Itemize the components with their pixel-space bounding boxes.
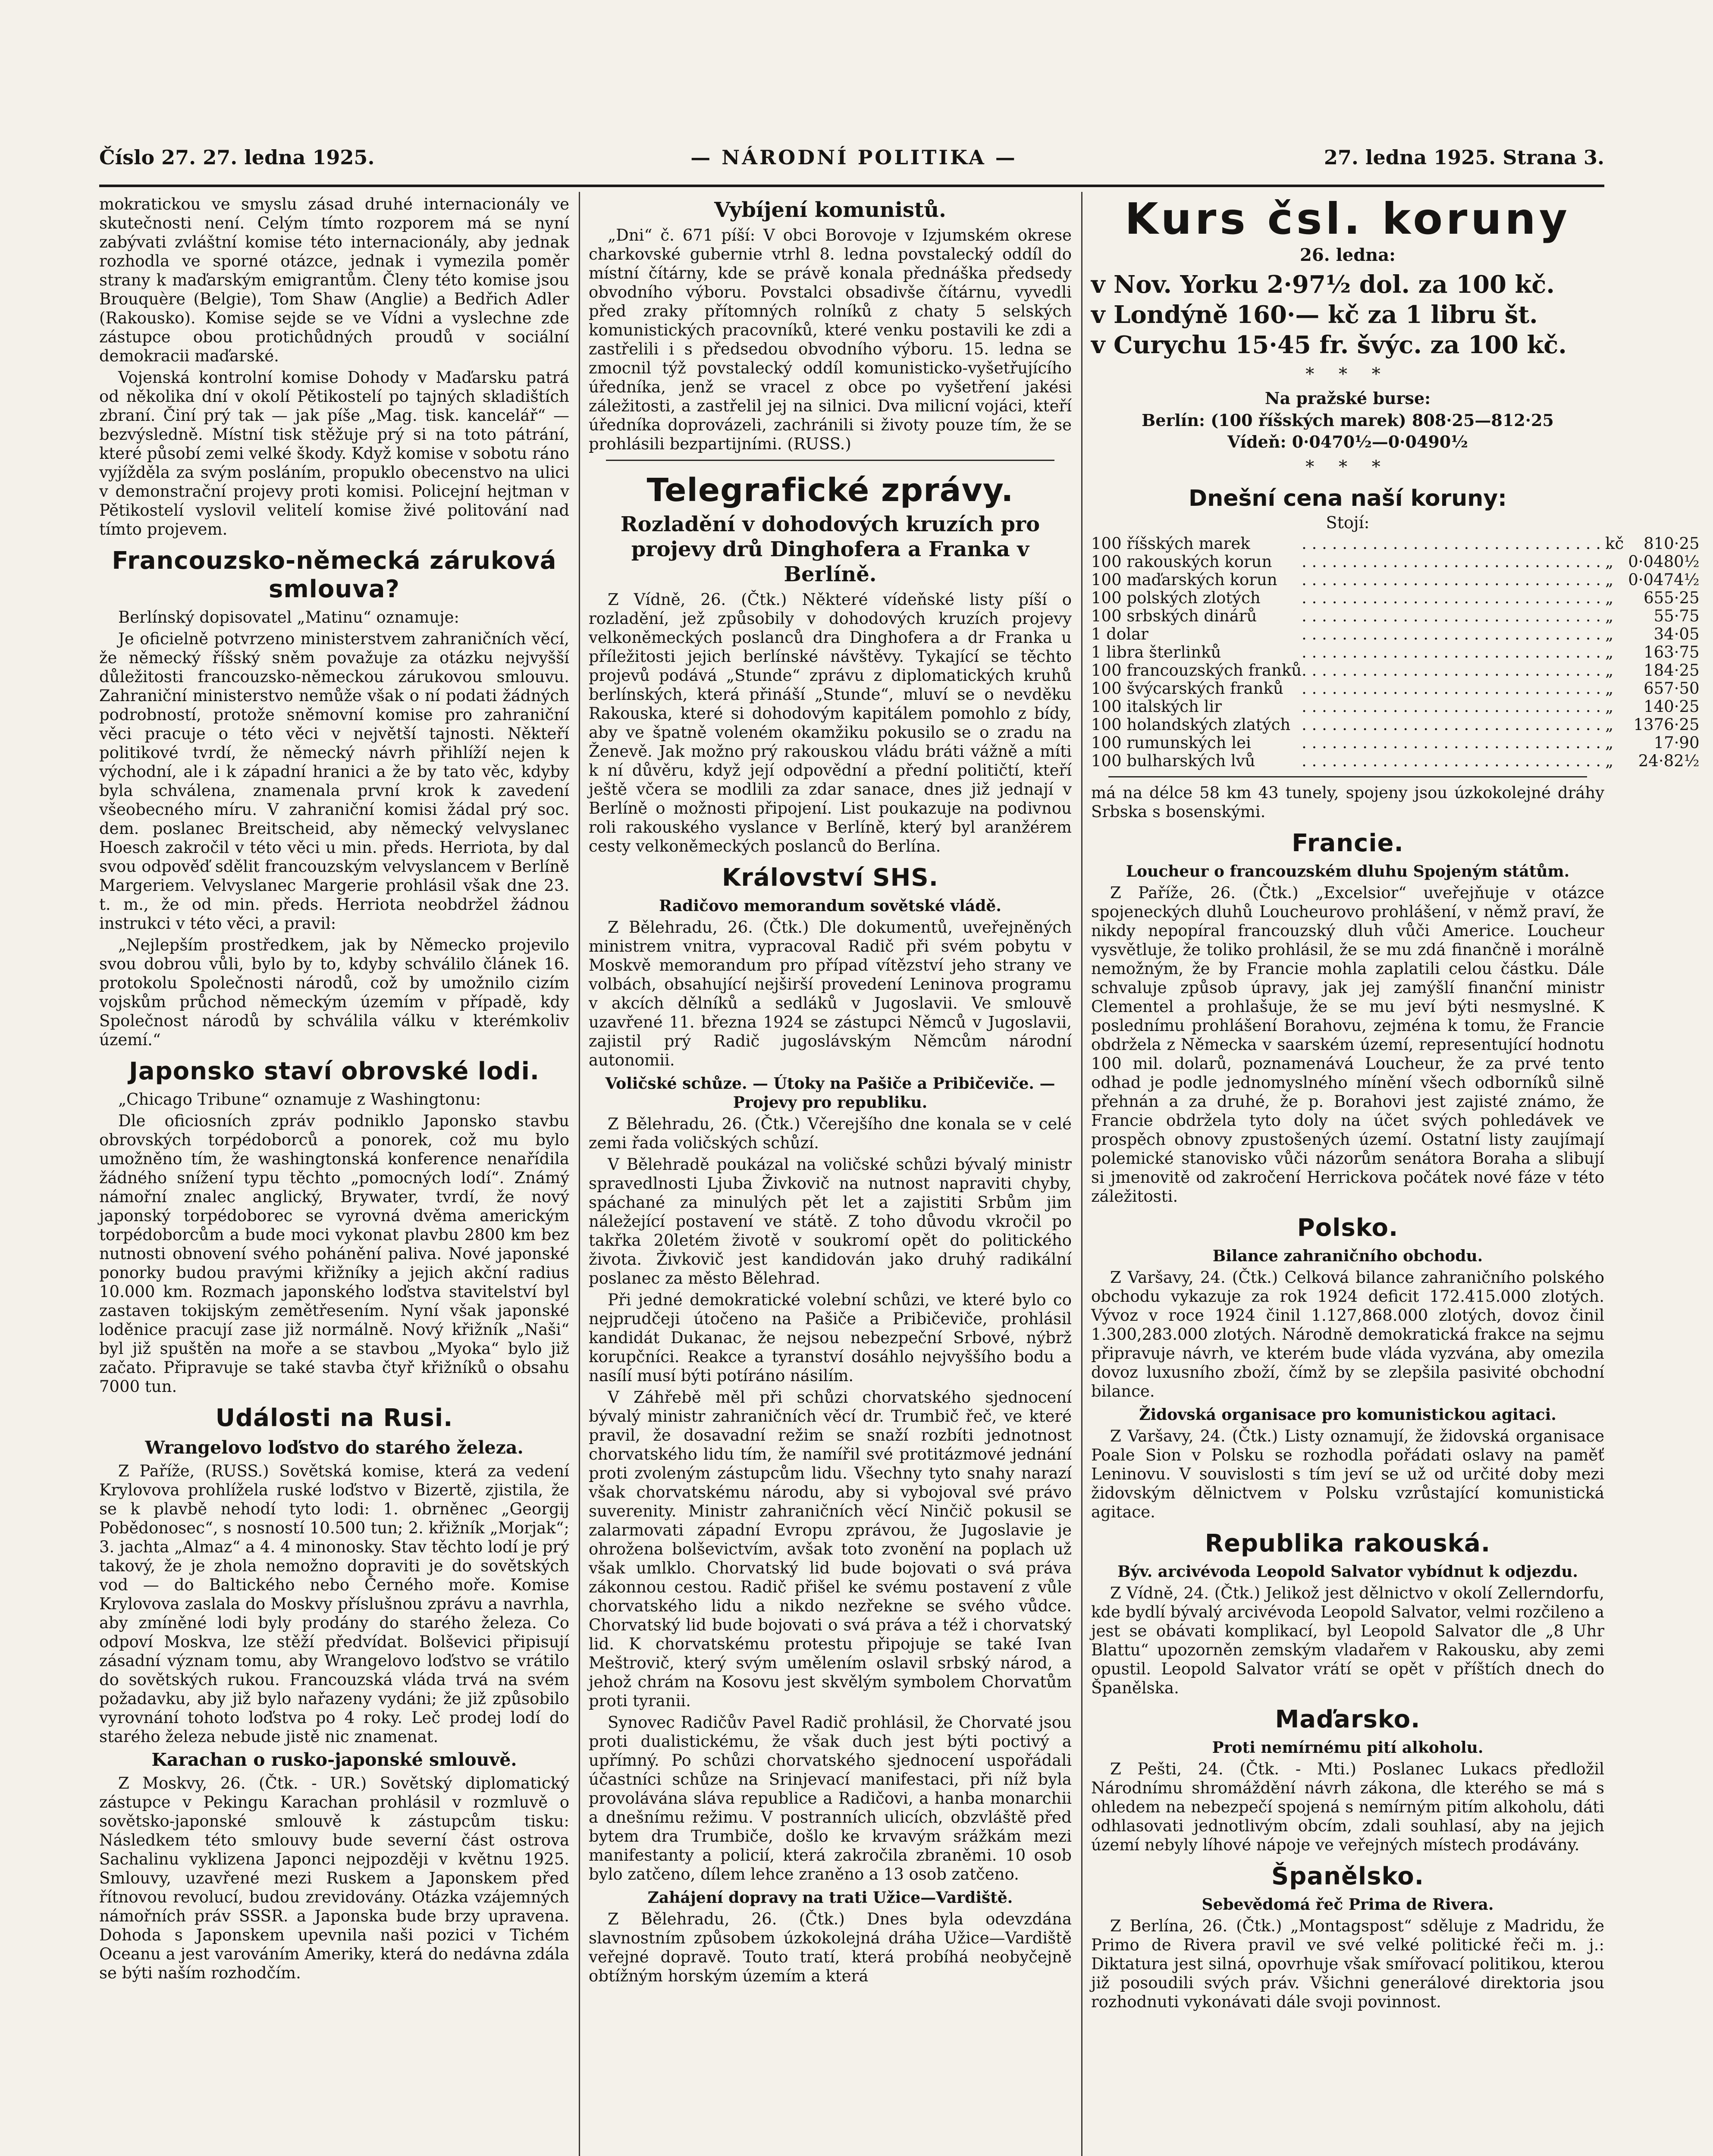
paragraph: Berlínský dopisovatel „Matinu“ oznamuje: bbox=[118, 608, 459, 627]
rate-row bbox=[1091, 661, 1700, 680]
rate-value: 655·25 bbox=[1644, 589, 1700, 607]
rate-label: 100 bulharských lvů bbox=[1091, 752, 1255, 770]
divider bbox=[1108, 776, 1587, 777]
column-2 bbox=[589, 195, 1072, 2156]
prague-exchange-title: Na pražské burse: bbox=[1264, 389, 1431, 408]
rate-row bbox=[1091, 643, 1700, 661]
paragraph: V Bělehradě poukázal na voličské schůzi bývalý ministr spravedlnosti Ljuba Živkovič na nutnost napraviti chyby, spáchané za minulých pět let a zajistiti Srbům jim náležející postavení ve státě. Z toho důvodu vkročil po takřka 20letém životě v soukromí opět do politického života. Živkovič jest kandidován jako druhý radikální poslanec za město Bělehrad. bbox=[589, 1155, 1072, 1288]
headline: Události na Rusi. bbox=[215, 1404, 453, 1432]
rate-value: 140·25 bbox=[1644, 697, 1700, 716]
rate-row bbox=[1091, 571, 1700, 589]
subheadline: Sebevědomá řeč Prima de Rivera. bbox=[1202, 1896, 1494, 1914]
paragraph: Z Bělehradu, 26. (Čtk.) Dle dokumentů, uveřejněných ministrem vnitra, vypracoval Radič při svém pobytu v Moskvě memorandum pro případ vítězství jeho strany ve volbách, obsahující nejširší provedení Leninova programu v akcích dělníků a sedláků v Jugoslavii. Ve smlouvě uzavřené 11. března 1924 se zástupci Němců v Jugoslavii, zajistil prý Radič jugoslávským Němcům národní autonomii. bbox=[589, 918, 1072, 1069]
rate-dots: . . . . . . . . . . . . . . . . . . . . . . . . . . . . . . bbox=[1302, 589, 1601, 607]
rate-currency: „ bbox=[1605, 679, 1614, 698]
rate-value: 163·75 bbox=[1644, 643, 1700, 661]
subheadline: Býv. arcivévoda Leopold Salvator vybídnut k odjezdu. bbox=[1117, 1563, 1578, 1581]
rate-dots: . . . . . . . . . . . . . . . . . . . . . . . . . . . . . . bbox=[1302, 607, 1601, 625]
rate-value: 184·25 bbox=[1644, 661, 1700, 680]
exchange-rate-line: v Curychu 15·45 fr. švýc. za 100 kč. bbox=[1091, 331, 1567, 359]
rate-row bbox=[1091, 553, 1700, 571]
newspaper-title: — NÁRODNÍ POLITIKA — bbox=[690, 146, 1017, 169]
rate-row bbox=[1091, 535, 1700, 553]
rate-row bbox=[1091, 752, 1700, 770]
masthead bbox=[99, 146, 1604, 185]
subheadline: Proti nemírnému pití alkoholu. bbox=[1212, 1739, 1484, 1757]
paragraph: Z Varšavy, 24. (Čtk.) Celková bilance zahraničního polského obchodu vykazuje za rok 1924 deficit 172.415.000 zlotých. Vývoz v roce 1924 činil 1.127,868.000 zlotých, dovoz činil 1.300,283.000 zlotých. Národně demokratická frakce na sejmu připravuje návrh, ve kterém bude vláda vyzvána, aby omezila dovoz luxusního zboží, čímž by se zlepšila pasivité obchodní bilance. bbox=[1091, 1268, 1604, 1401]
rate-value: 17·90 bbox=[1653, 733, 1700, 752]
rate-label: 100 francouzských franků bbox=[1091, 661, 1302, 680]
paragraph: „Dni“ č. 671 píší: V obci Borovoje v Izjumském okrese charkovské gubernie vtrhl 8. ledna povstalecký oddíl do místní čítárny, kde se právě konala přednáška předsedy obvodního výboru. Povstalci obsadivše čítárnu, vyvedli před zraky přítomných rolníků z chaty 5 selských komunistických pracovníků, které venku postavili ke zdi a zastřelili i s předsedou obvodního výboru. 15. ledna se zmocnil týž povstalecký oddíl komunisticko-vyšetřujícího úředníka, jenž se vracel z obce po vyšetření jakési záležitosti, a zastřelil jej na silnici. Dva milicní vojáci, kteří úředníka doprovázeli, zachránili si životy pouze tím, že se prohlásili bezpartijními. (RUSS.) bbox=[589, 226, 1072, 453]
rate-currency: „ bbox=[1605, 661, 1614, 680]
rate-currency: „ bbox=[1605, 589, 1614, 607]
column-divider bbox=[579, 192, 580, 2156]
headline: Francie. bbox=[1292, 829, 1404, 857]
rate-label: 100 rumunských lei bbox=[1091, 733, 1251, 752]
prague-exchange-line: Berlín: (100 říšských marek) 808·25—812·25 bbox=[1142, 411, 1554, 430]
rate-value: 810·25 bbox=[1644, 534, 1700, 553]
paragraph: V Záhřebě měl při schůzi chorvatského sjednocení bývalý ministr zahraničních věcí dr. Trumbič řeč, ve které pravil, že dosavadní režim se snaží rozbíti jednotnost chorvatského lidu tím, že namířil své protitázmové jednání proti zvoleným zástupcům lidu. Všechny tyto snahy narazí však chorvatskému národu, aby si vybojoval své právo suverenity. Ministr zahraničních věcí Ninčič pokusil se zalarmovati západní Evropu zprávou, že Jugoslavie je ohrožena bolševictvím, avšak toto zvonění na poplach už však umlklo. Chorvatský lid bude bojovati o svá práva zákonnou cestou. Radič přišel ke svému postavení z vůle chorvatského lidu a nikdo nezřekne se svého vůdce. Chorvatský lid bude bojovati o svá práva a též i chorvatský lid. K chorvatskému protestu připojuje se také Ivan Meštrovič, který svým umělením oslavil srbský národ, a jehož chrám na Kosovu jest skvělým symbolem Chorvatům proti tyranii. bbox=[589, 1388, 1072, 1710]
rate-value: 1376·25 bbox=[1633, 715, 1700, 734]
rate-dots: . . . . . . . . . . . . . . . . . . . . . . . . . . . . . . bbox=[1302, 715, 1601, 734]
rate-row bbox=[1091, 680, 1700, 698]
subheadline: Wrangelovo loďstvo do starého železa. bbox=[145, 1437, 524, 1458]
column-1 bbox=[99, 195, 569, 2156]
prague-exchange-line: Vídeň: 0·0470½—0·0490½ bbox=[1227, 432, 1468, 451]
column-3 bbox=[1091, 194, 1700, 2156]
rate-currency: „ bbox=[1605, 715, 1614, 734]
subheadline: Bilance zahraničního obchodu. bbox=[1212, 1247, 1483, 1265]
paragraph: Z Bělehradu, 26. (Čtk.) Dnes byla odevzdána slavnostním způsobem úzkokolejná dráha Užice—Vardiště veřejné dopravě. Touto tratí, která probíhá neobyčejně obtížným horským územím a která bbox=[589, 1910, 1072, 1985]
paragraph: Je oficielně potvrzeno ministerstvem zahraničních věcí, že německý říšský sněm považuje za otázku nejvyšší důležitosti francouzsko-německou zárukovou smlouvu. Zahraniční ministerstvo nemůže však o ní podati žádných podrobností, protože sněmovní komise pro zahraniční věci pracuje o této věci v největší tajnosti. Někteří politikové tvrdí, že německý návrh přihlíží nejen k východní, ale i k západní hranici a že by tato věc, kdyby byla schválena, znamenala první krok k zavedení všeobecného míru. V zahraniční komisi žádal prý soc. dem. poslanec Breitscheid, aby německý velvyslanec Hoesch zakročil v této věci u min. předs. Herriota, by dal svou odpověď sdělit francouzským velvyslancem v Berlíně Margeriem. Velvyslanec Margerie prohlásil však dne 23. t. m., že od min. předs. Herriota neobdržel žádnou instrukci v této věci, a pravil: bbox=[99, 630, 569, 933]
rate-currency: „ bbox=[1605, 733, 1614, 752]
issue-number: Číslo 27. 27. ledna 1925. bbox=[99, 146, 375, 169]
koruna-price-subtitle: Stojí: bbox=[1326, 513, 1370, 532]
rate-currency: „ bbox=[1605, 697, 1614, 716]
rate-row bbox=[1091, 734, 1700, 752]
rate-value: 55·75 bbox=[1653, 607, 1700, 625]
rate-dots: . . . . . . . . . . . . . . . . . . . . . . . . . . . . . . bbox=[1302, 643, 1601, 661]
koruna-price-table bbox=[1091, 535, 1700, 770]
rate-currency: „ bbox=[1605, 552, 1614, 571]
rate-label: 100 rakouských korun bbox=[1091, 552, 1272, 571]
rate-label: 100 polských zlotých bbox=[1091, 589, 1261, 607]
paragraph: Z Varšavy, 24. (Čtk.) Listy oznamují, že židovská organisace Poale Sion v Polsku se rozhodla pořádati oslavy na paměť Leninovu. V souvislosti s tím jeví se už od určité doby mezi židovským dělnictvem v Polsku vzrůstající komunistická agitace. bbox=[1091, 1427, 1604, 1521]
subheadline: Loucheur o francouzském dluhu Spojeným státům. bbox=[1126, 862, 1570, 881]
exchange-rate-line: v Nov. Yorku 2·97½ dol. za 100 kč. bbox=[1091, 270, 1555, 299]
rate-label: 100 maďarských korun bbox=[1091, 570, 1277, 589]
rate-label: 100 holandských zlatých bbox=[1091, 715, 1291, 734]
rate-row bbox=[1091, 625, 1700, 643]
paragraph: Z Pešti, 24. (Čtk. - Mti.) Poslanec Lukacs předložil Národnímu shromáždění návrh zákona, dle kterého se má s ohledem na nebezpečí spojená s nemírným pitím alkoholu, dáti odhlasovati jednotlivým obcím, zdali souhlasí, aby na jejich území nebyly líhové nápoje ve veřejných místech prodávány. bbox=[1091, 1760, 1604, 1854]
rate-label: 100 srbských dinárů bbox=[1091, 607, 1257, 625]
paragraph: Při jedné demokratické volební schůzi, ve které bylo co nejprudčeji útočeno na Pašiče a Pribičeviče, prohlásil kandidát Dukanac, že nejsou nebezpeční Srbové, nýbrž korupčníci. Reakce a tyranství dosáhlo nejvyššího bodu a nasílí musí býti potíráno násilím. bbox=[589, 1291, 1072, 1385]
paragraph: Vojenská kontrolní komise Dohody v Maďarsku patrá od několika dní v okolí Pětikostelí po tajných skladištích zbraní. Činí prý tak — jak píše „Mag. tisk. kancelář“ — bezvýsledně. Místní tisk stěžuje prý si na toto pátrání, které působí zemi velké škody. Když komise v sobotu ráno vyjížděla za svým posláním, propuklo obecenstvo na ulici v demonstrační projevy proti komisi. Policejní hejtman v Pětikostelí vyslovil velitelí komise živé politování nad tímto projevem. bbox=[99, 368, 569, 539]
paragraph: mokratickou ve smyslu zásad druhé internacionály ve skutečnosti není. Celým tímto rozporem má se nyní zabývati zvláštní komise této internacionály, aby jednak rozhodla ve sporné otázce, jednak i vymezila poměr strany k maďarským emigrantům. Členy této komise jsou Brouquère (Belgie), Tom Shaw (Anglie) a Bedřich Adler (Rakousko). Komise sejde se ve Vídni a vyslechne zde zástupce obou protichůdných proudů v sociální demokracii maďarské. bbox=[99, 195, 569, 365]
rate-dots: . . . . . . . . . . . . . . . . . . . . . . . . . . . . . . bbox=[1302, 661, 1601, 680]
paragraph: Z Vídně, 24. (Čtk.) Jelikož jest dělnictvo v okolí Zellerndorfu, kde bydlí bývalý arcivévoda Leopold Salvator, velmi rozčileno a jest se obávati komplikací, byl Leopold Salvator dle „8 Uhr Blattu“ upozorněn zemským vladařem v Rakousku, aby zemi opustil. Leopold Salvator vrátí se opět v příštích dnech do Španělska. bbox=[1091, 1584, 1604, 1697]
headline: Království SHS. bbox=[722, 864, 939, 892]
separator-stars: * * * bbox=[1305, 457, 1390, 477]
exchange-rate-date: 26. ledna: bbox=[1300, 245, 1396, 265]
rate-currency: „ bbox=[1605, 752, 1614, 770]
page-date: 27. ledna 1925. Strana 3. bbox=[1324, 146, 1604, 169]
rate-value: 34·05 bbox=[1653, 625, 1700, 643]
headline: Vybíjení komunistů. bbox=[714, 198, 946, 222]
subheadline: Zahájení dopravy na trati Užice—Vardiště. bbox=[647, 1889, 1013, 1907]
paragraph: Dle oficiosních zpráv podniklo Japonsko stavbu obrovských torpédoborců a ponorek, což mu bylo umožněno tím, že washingtonská konference nenařídila žádného snížení typu těchto „pomocných lodí“. Známý námořní znalec anglický, Brywater, tvrdí, že nový japonský torpédoborec se vyrovná dvěma americkým torpédoborcům a bude moci vykonat plavbu 2800 km bez nutnosti obnovení svého pohánění paliva. Nové japonské ponorky budou pravými křižníky a jejich akční radius 10.000 km. Rozmach japonského loďstva stavitelství byl zastaven tokijským zemětřesením. Nyní však japonské loděnice pracují zase již normálně. Nový křižník „Naši“ byl již spuštěn na moře a se stavbou „Myoka“ bylo již začato. Připravuje se také stavba čtyř křižníků o obsahu 7000 tun. bbox=[99, 1112, 569, 1396]
rate-label: 100 říšských marek bbox=[1091, 534, 1250, 553]
headline: Republika rakouská. bbox=[1205, 1529, 1491, 1557]
subheadline: Voličské schůze. — Útoky na Pašiče a Pribičeviče. — Projevy pro republiku. bbox=[605, 1075, 1055, 1112]
rate-currency: „ bbox=[1605, 643, 1614, 661]
headline: Japonsko staví obrovské lodi. bbox=[129, 1057, 540, 1085]
rate-currency: „ bbox=[1605, 607, 1614, 625]
rate-label: 100 italských lir bbox=[1091, 697, 1222, 716]
paragraph: má na délce 58 km 43 tunely, spojeny jsou úzkokolejné dráhy Srbska s bosenskými. bbox=[1091, 783, 1604, 821]
separator-stars: * * * bbox=[1305, 364, 1390, 384]
rate-dots: . . . . . . . . . . . . . . . . . . . . . . . . . . . . . . bbox=[1302, 552, 1601, 571]
rate-dots: . . . . . . . . . . . . . . . . . . . . . . . . . . . . . . bbox=[1302, 697, 1601, 716]
subheadline: Židovská organisace pro komunistickou agitaci. bbox=[1139, 1406, 1556, 1424]
subheadline: Karachan o rusko-japonské smlouvě. bbox=[151, 1749, 517, 1770]
rate-dots: . . . . . . . . . . . . . . . . . . . . . . . . . . . . . . bbox=[1302, 679, 1601, 698]
paragraph: Z Bělehradu, 26. (Čtk.) Včerejšího dne konala se v celé zemi řada voličských schůzí. bbox=[589, 1115, 1072, 1152]
rate-dots: . . . . . . . . . . . . . . . . . . . . . . . . . . . . . . bbox=[1302, 625, 1601, 643]
divider bbox=[606, 460, 1054, 461]
exchange-rate-line: v Londýně 160·— kč za 1 libru št. bbox=[1091, 301, 1538, 329]
rate-value: 0·0474½ bbox=[1628, 570, 1700, 589]
headline: Francouzsko-německá záruková smlouva? bbox=[112, 547, 557, 603]
paragraph: „Chicago Tribune“ oznamuje z Washingtonu: bbox=[118, 1090, 481, 1109]
column-divider bbox=[1081, 192, 1082, 2156]
paragraph: Z Berlína, 26. (Čtk.) „Montagspost“ sděluje z Madridu, že Primo de Rivera pravil ve své velké politické řeči m. j.: Diktatura jest silná, opovrhuje však smířovací politikou, kterou již posoudili svých práv. Všichni generálové direktoria jsou rozhodnuti vykonávati dále svoji povinnost. bbox=[1091, 1917, 1604, 2011]
headline: Polsko. bbox=[1297, 1214, 1399, 1242]
paragraph: Synovec Radičův Pavel Radič prohlásil, že Chorvaté jsou proti dualistickému, že však duch jest býti poctivý a upřímný. Po schůzi chorvatského sjednocení uspořádali účastníci schůze na Srinjevací manifestaci, při níž byla provolávána sláva republice a Radičovi, a hanba monarchii a dnešnímu režimu. V postranních ulicích, obzvláště před bytem dra Trumbiče, došlo ke krvavým srážkám mezi manifestanty a policií, která zakročila zbraněmi. 10 osob bylo zatčeno, dílem lehce zraněno a 13 osob zatčeno. bbox=[589, 1713, 1072, 1883]
rate-dots: . . . . . . . . . . . . . . . . . . . . . . . . . . . . . . bbox=[1302, 570, 1601, 589]
rate-dots: . . . . . . . . . . . . . . . . . . . . . . . . . . . . . . bbox=[1302, 534, 1601, 553]
rate-row bbox=[1091, 607, 1700, 625]
rate-label: 100 švýcarských franků bbox=[1091, 679, 1283, 698]
rate-currency: kč bbox=[1605, 534, 1624, 553]
rate-value: 24·82½ bbox=[1638, 752, 1700, 770]
headline: Španělsko. bbox=[1271, 1862, 1424, 1890]
masthead-rule bbox=[99, 185, 1604, 187]
rate-value: 0·0480½ bbox=[1628, 552, 1700, 571]
koruna-price-title: Dnešní cena naší koruny: bbox=[1189, 486, 1507, 511]
section-title: Telegrafické zprávy. bbox=[646, 472, 1014, 509]
rate-value: 657·50 bbox=[1644, 679, 1700, 698]
headline: Maďarsko. bbox=[1275, 1705, 1421, 1733]
rate-currency: „ bbox=[1605, 570, 1614, 589]
paragraph: Z Paříže, (RUSS.) Sovětská komise, která za vedení Krylovova prohlížela ruské loďstvo v Bizertě, zjistila, že se k plavbě nehodí tyto lodi: 1. obrněnec „Georgij Pobědonosec“, s nosností 10.500 tun; 2. křižník „Morjak“; 3. jachta „Almaz“ a 4. 4 minonosky. Stav těchto lodí je prý takový, že je zhola nemožno dopraviti je do sovětských vod — do Baltického nebo Černého moře. Komise Krylovova zaslala do Moskvy příslušnou zprávu a navrhla, aby zmíněné lodi byly prodány do starého železa. Co odpoví Moskva, lze stěží předvídat. Bolševici připisují zásadní význam tomu, aby Wrangelovo loďstvo se vrátilo do sovětských rukou. Francouzská vláda trvá na svém požadavku, aby již bylo nařazeny vydáni; že již způsobilo vyrovnání tohoto loďstva po 4 roky. Leč prodej lodí do starého železa nebude jistě nic znamenat. bbox=[99, 1462, 569, 1746]
headline: Rozladění v dohodových kruzích pro projevy drů Dinghofera a Franka v Berlíně. bbox=[620, 512, 1040, 586]
rate-dots: . . . . . . . . . . . . . . . . . . . . . . . . . . . . . . bbox=[1302, 752, 1601, 770]
paragraph: Z Vídně, 26. (Čtk.) Některé vídeňské listy píší o rozladění, jež způsobily v dohodových kruzích projevy velkoněmeckých poslanců dra Dinghofera a dr Franka u příležitosti jejich berlínské návštěvy. Tykající se těchto projevů podává „Stunde“ zprávu z diplomatických kruhů berlínských, která přináší „Stunde“, mluví se o nevděku Rakouska, které si dohodovým kapitálem pomohlo z bídy, aby ve špatně voleném okamžiku pokusilo se o zradu na Ženevě. Jak možno prý rakouskou vládu bráti vážně a míti k ní důvěru, když její odpovědní a přední političtí, kteří ještě včera se modlili za zdar sanace, dnes již jednají v Berlíně o možnosti připojení. List poukazuje na podivnou roli rakouského vyslance v Berlíně, který byl aranžérem cesty velkoněmeckých poslanců do Berlína. bbox=[589, 590, 1072, 856]
rate-label: 1 dolar bbox=[1091, 625, 1148, 643]
rate-row bbox=[1091, 589, 1700, 607]
paragraph: „Nejlepším prostředkem, jak by Německo projevilo svou dobrou vůli, bylo by to, kdyby schválilo článek 16. protokolu Společnosti národů, což by umožnilo cizím vojskům průchod německým územím v případě, kdy Společnost národů by schválila válku v kterémkoliv území.“ bbox=[99, 936, 569, 1049]
rate-row bbox=[1091, 716, 1700, 734]
rate-dots: . . . . . . . . . . . . . . . . . . . . . . . . . . . . . . bbox=[1302, 733, 1601, 752]
subheadline: Radičovo memorandum sovětské vládě. bbox=[659, 897, 1001, 915]
exchange-rate-box bbox=[1091, 195, 1604, 477]
exchange-rate-title: Kurs čsl. koruny bbox=[1125, 194, 1571, 244]
rate-row bbox=[1091, 698, 1700, 716]
rate-label: 1 libra šterlinků bbox=[1091, 643, 1221, 661]
paragraph: Z Paříže, 26. (Čtk.) „Excelsior“ uveřejňuje v otázce spojeneckých dluhů Loucheurovo prohlášení, v němž praví, že nikdy nepopíral francouzský dluh vůči Americe. Loucheur vysvětluje, že toliko prohlásil, že se mu zdá finančně i morálně nemožným, že by Francie mohla zaplatili celou částku. Dále schvaluje způsob úpravy, jak jej zamýšlí finanční ministr Clementel a prohlašuje, že se mu jeví býti nesmyslné. K poslednímu prohlášení Borahovu, zejména k tomu, že Francie obdržela z Německa v saarském území, representující hodnotu 100 mil. dolarů, poznamenává Loucheur, že za prvé tento odhad je podle jednomyslného mínění všech odborníků silně přehnán a za druhé, že p. Borahovi jest zajisté známo, že Francie obdržela tyto doly na účet svých pohledávek ve prospěch obnovy zpustošených území. Ostatní listy zaujímají polemické stanovisko vůči názorům senátora Boraha a slibují si jmenovitě od zakročení Herrickova počátek nové fáze v této záležitosti. bbox=[1091, 884, 1604, 1206]
rate-currency: „ bbox=[1605, 625, 1614, 643]
paragraph: Z Moskvy, 26. (Čtk. - UR.) Sovětský diplomatický zástupce v Pekingu Karachan prohlásil v rozmluvě o sovětsko-japonské smlouvě k zástupcům tisku: Následkem této smlouvy bude severní část ostrova Sachalinu vyklizena Japonci nejpozději v květnu 1925. Smlouvy, uzavřené mezi Ruskem a Japonskem před řítnovou revolucí, budou zrevidovány. Otázka vzájemných námořních práv SSSR. a Japonska bude brzy upravena. Dohoda s Japonskem upevnila naši pozici v Tichém Oceanu a jest varováním Ameriky, která do nedávna zdála se býti naším rozhodčím. bbox=[99, 1774, 569, 1982]
